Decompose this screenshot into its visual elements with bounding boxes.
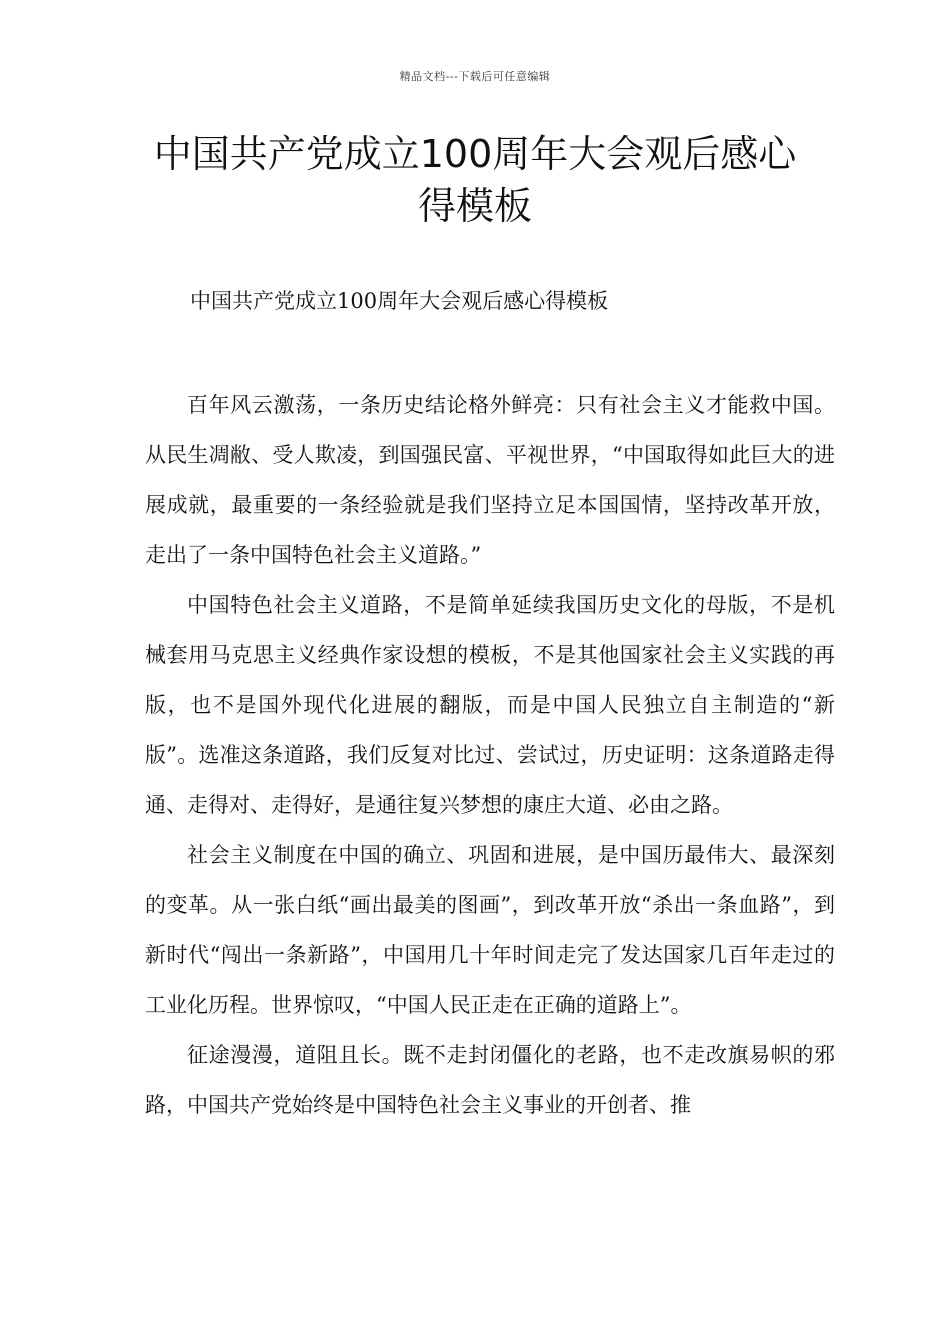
paragraph-4: 征途漫漫，道阻且长。既不走封闭僵化的老路，也不走改旗易帜的邪路，中国共产党始终是中国特色社会主义事业的开创者、推 bbox=[145, 1043, 835, 1117]
document-subtitle: 中国共产党成立100周年大会观后感心得模板 bbox=[190, 289, 609, 313]
paragraph-3: 社会主义制度在中国的确立、巩固和进展，是中国历最伟大、最深刻的变革。从一张白纸“画出最美的图画”，到改革开放“杀出一条血路”，到新时代“闯出一条新路”，中国用几十年时间走完了发达国家几百年走过的工业化历程。世界惊叹，“中国人民正走在正确的道路上”。 bbox=[145, 843, 835, 1017]
document-body bbox=[145, 380, 835, 1130]
title-line-1: 中国共产党成立100周年大会观后感心 bbox=[153, 132, 797, 176]
paragraph-2: 中国特色社会主义道路，不是简单延续我国历史文化的母版，不是机械套用马克思主义经典作家设想的模板，不是其他国家社会主义实践的再版，也不是国外现代化进展的翻版，而是中国人民独立自主制造的“新版”。选准这条道路，我们反复对比过、尝试过，历史证明：这条道路走得通、走得对、走得好，是通往复兴梦想的康庄大道、必由之路。 bbox=[145, 593, 835, 817]
header-note: 精品文档---下载后可任意编辑 bbox=[399, 70, 551, 83]
title-line-2: 得模板 bbox=[417, 184, 532, 228]
document-title bbox=[130, 128, 820, 232]
paragraph-1: 百年风云激荡，一条历史结论格外鲜亮：只有社会主义才能救中国。从民生凋敝、受人欺凌，到国强民富、平视世界，“中国取得如此巨大的进展成就，最重要的一条经验就是我们坚持立足本国国情，坚持改革开放，走出了一条中国特色社会主义道路。” bbox=[145, 393, 835, 567]
